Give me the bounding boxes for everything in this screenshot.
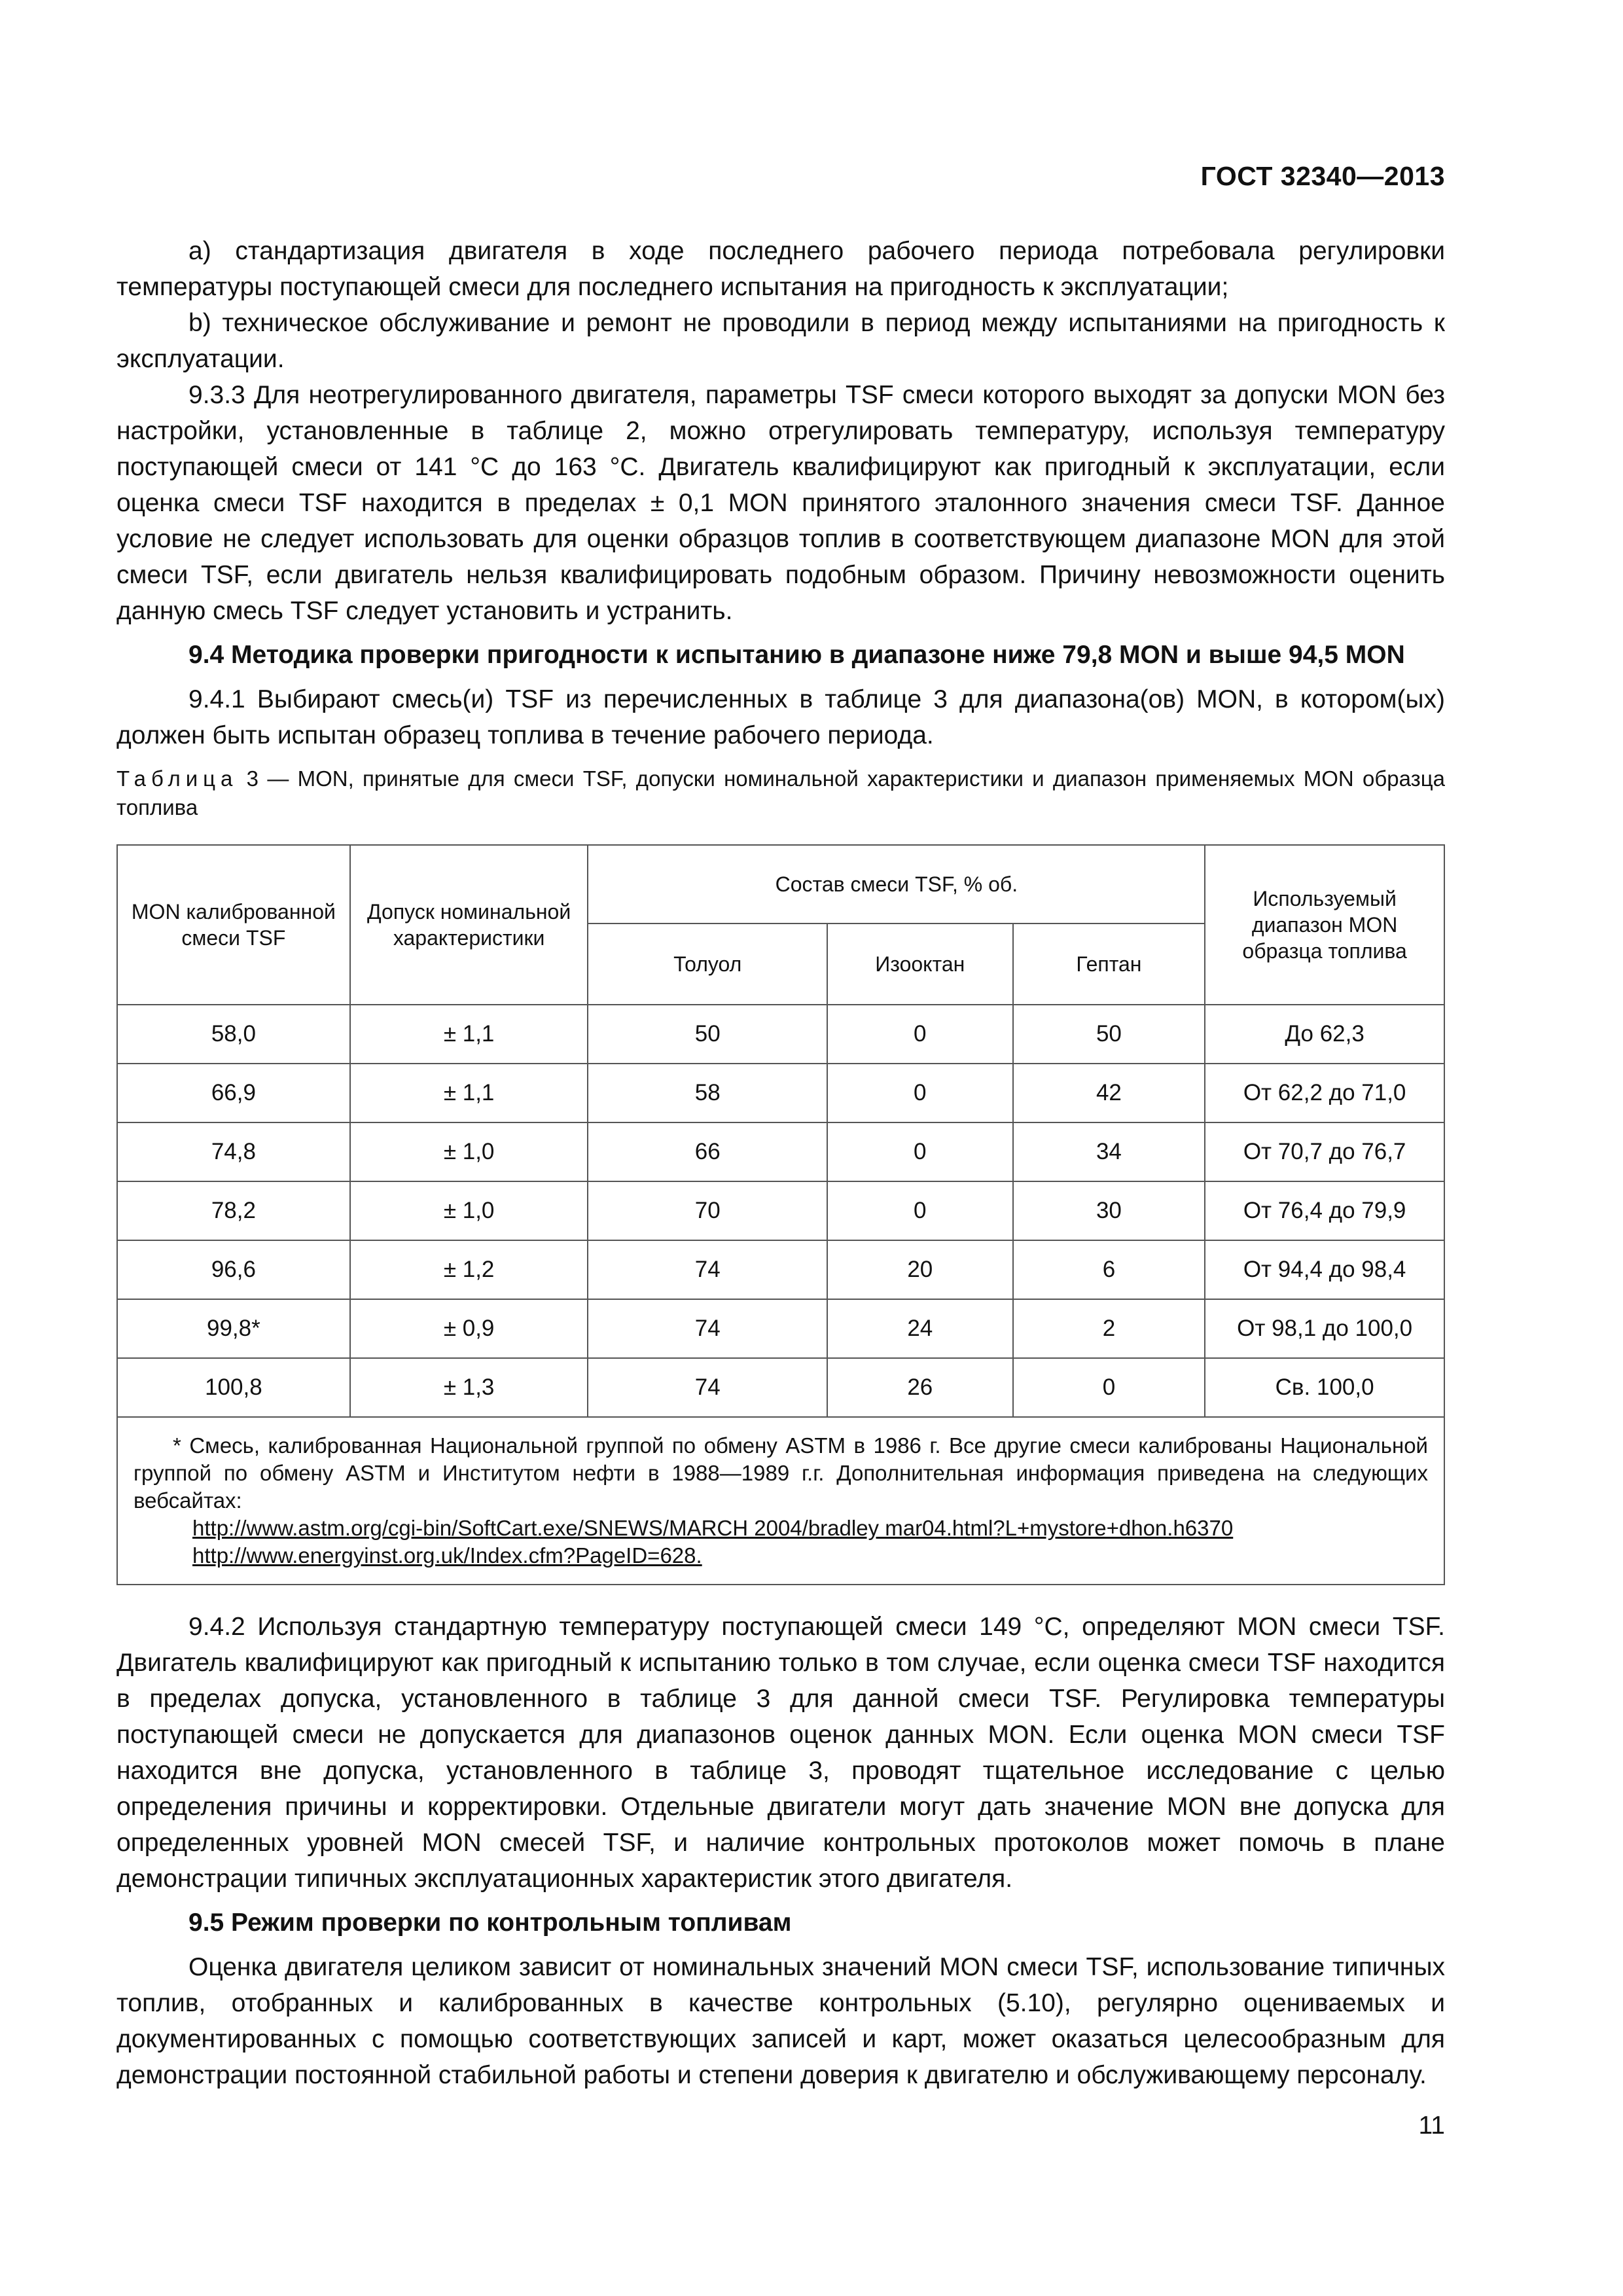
cell-tolerance: ± 1,1 xyxy=(350,1005,588,1064)
cell-tolerance: ± 1,1 xyxy=(350,1064,588,1122)
cell-heptane: 30 xyxy=(1013,1181,1205,1240)
table-row xyxy=(117,1240,1444,1299)
paragraph-9-3-3: 9.3.3 Для неотрегулированного двигателя, параметры TSF смеси которого выходят за допуски MON без настройки, установленные в таблице 2, можно отрегулировать температуру, используя температуру поступающей смеси от 141 °C до 163 °C. Двигатель квалифицируют как пригодный к эксплуатации, если оценка смеси TSF находится в пределах ± 0,1 MON принятого эталонного значения смеси TSF. Данное условие не следует использовать для оценки образцов топлив в соответствующем диапазоне MON для этой смеси TSF, если двигатель нельзя квалифицировать подобным образом. Причину невозможности оценить данную смесь TSF следует установить и устранить. xyxy=(116,381,1445,625)
cell-isooctane: 0 xyxy=(827,1122,1013,1181)
cell-toluene: 70 xyxy=(588,1181,827,1240)
table-caption-text: 3 — MON, принятые для смеси TSF, допуски номинальной характеристики и диапазон применяемых MON образца топлива xyxy=(116,766,1445,819)
cell-heptane: 42 xyxy=(1013,1064,1205,1122)
header-toluene: Толуол xyxy=(588,924,827,1005)
table-row xyxy=(117,1299,1444,1358)
body-text-top xyxy=(116,233,1445,753)
cell-toluene: 74 xyxy=(588,1358,827,1417)
cell-mon: 58,0 xyxy=(117,1005,350,1064)
cell-range: От 70,7 до 76,7 xyxy=(1205,1122,1444,1181)
cell-range: От 94,4 до 98,4 xyxy=(1205,1240,1444,1299)
table-footnote: * Смесь, калиброванная Национальной группой по обмену ASTM в 1986 г. Все другие смеси калиброваны Национальной группой по обмену ASTM и Институтом нефти в 1988—1989 г.г. Дополнительная информация приведена на следующих вебсайтах: xyxy=(134,1433,1428,1513)
page-number: 11 xyxy=(1418,2111,1445,2140)
cell-tolerance: ± 1,3 xyxy=(350,1358,588,1417)
paragraph-9-4-2: 9.4.2 Используя стандартную температуру поступающей смеси 149 °C, определяют MON смеси TSF. Двигатель квалифицируют как пригодный к испытанию только в том случае, если оценка смеси TSF находится в пределах допуска, установленного в таблице 3 для данной смеси TSF. Регулировка температуры поступающей смеси не допускается для диапазонов оценок данных MON. Если оценка MON смеси TSF находится вне допуска, установленного в таблице 3, проводят тщательное исследование с целью определения причины и корректировки. Отдельные двигатели могут дать значение MON вне допуска для определенных уровней MON смесей TSF, и наличие контрольных протоколов может помочь в плане демонстрации типичных эксплуатационных характеристик этого двигателя. xyxy=(116,1613,1445,1893)
document-id: ГОСТ 32340—2013 xyxy=(1200,161,1445,191)
cell-mon: 96,6 xyxy=(117,1240,350,1299)
cell-isooctane: 20 xyxy=(827,1240,1013,1299)
footnote-link-energyinst[interactable]: http://www.energyinst.org.uk/Index.cfm?PageID=628. xyxy=(192,1543,702,1568)
section-heading-9-5: 9.5 Режим проверки по контрольным топливам xyxy=(188,1909,792,1937)
cell-mon: 78,2 xyxy=(117,1181,350,1240)
header-composition: Состав смеси TSF, % об. xyxy=(588,845,1205,924)
table-row xyxy=(117,1122,1444,1181)
cell-heptane: 34 xyxy=(1013,1122,1205,1181)
cell-tolerance: ± 1,0 xyxy=(350,1122,588,1181)
table-caption-label: Таблица xyxy=(116,766,238,791)
header-heptane: Гептан xyxy=(1013,924,1205,1005)
cell-range: Св. 100,0 xyxy=(1205,1358,1444,1417)
document-page xyxy=(116,0,1445,2296)
cell-range: От 76,4 до 79,9 xyxy=(1205,1181,1444,1240)
table-row xyxy=(117,1358,1444,1417)
cell-mon: 66,9 xyxy=(117,1064,350,1122)
cell-mon: 100,8 xyxy=(117,1358,350,1417)
cell-isooctane: 24 xyxy=(827,1299,1013,1358)
cell-toluene: 50 xyxy=(588,1005,827,1064)
cell-heptane: 0 xyxy=(1013,1358,1205,1417)
header-tolerance: Допуск номинальной характеристики xyxy=(350,845,588,1005)
mon-table xyxy=(116,844,1445,1585)
body-text-bottom xyxy=(116,1609,1445,2093)
header-isooctane: Изооктан xyxy=(827,924,1013,1005)
paragraph-9-4-1: 9.4.1 Выбирают смесь(и) TSF из перечисленных в таблице 3 для диапазона(ов) MON, в котором(ых) должен быть испытан образец топлива в течение рабочего периода. xyxy=(116,685,1445,749)
cell-range: От 62,2 до 71,0 xyxy=(1205,1064,1444,1122)
cell-isooctane: 26 xyxy=(827,1358,1013,1417)
table-row xyxy=(117,1005,1444,1064)
cell-heptane: 50 xyxy=(1013,1005,1205,1064)
cell-mon: 74,8 xyxy=(117,1122,350,1181)
cell-isooctane: 0 xyxy=(827,1005,1013,1064)
cell-isooctane: 0 xyxy=(827,1181,1013,1240)
table-footnote-cell xyxy=(117,1417,1444,1585)
cell-isooctane: 0 xyxy=(827,1064,1013,1122)
cell-mon: 99,8* xyxy=(117,1299,350,1358)
cell-range: До 62,3 xyxy=(1205,1005,1444,1064)
header-mon-calibrated: MON калиброванной смеси TSF xyxy=(117,845,350,1005)
table-row xyxy=(117,1181,1444,1240)
section-heading-9-4: 9.4 Методика проверки пригодности к испытанию в диапазоне ниже 79,8 MON и выше 94,5 MON xyxy=(188,641,1405,669)
cell-tolerance: ± 0,9 xyxy=(350,1299,588,1358)
cell-range: От 98,1 до 100,0 xyxy=(1205,1299,1444,1358)
table-caption xyxy=(116,764,1445,822)
cell-toluene: 58 xyxy=(588,1064,827,1122)
cell-toluene: 66 xyxy=(588,1122,827,1181)
cell-tolerance: ± 1,0 xyxy=(350,1181,588,1240)
paragraph-b: b) техническое обслуживание и ремонт не проводили в период между испытаниями на пригодность к эксплуатации. xyxy=(116,309,1445,373)
cell-toluene: 74 xyxy=(588,1240,827,1299)
footnote-link-astm[interactable]: http://www.astm.org/cgi-bin/SoftCart.exe/SNEWS/MARCH 2004/bradley mar04.html?L+mystore+dhon.h6370 xyxy=(192,1516,1234,1540)
paragraph-9-5: Оценка двигателя целиком зависит от номинальных значений MON смеси TSF, использование типичных топлив, отобранных и калиброванных в качестве контрольных (5.10), регулярно оцениваемых и документированных с помощью соответствующих записей и карт, может оказаться целесообразным для демонстрации постоянной стабильной работы и степени доверия к двигателю и обслуживающему персоналу. xyxy=(116,1953,1445,2089)
cell-heptane: 2 xyxy=(1013,1299,1205,1358)
header-range: Используемый диапазон MON образца топлива xyxy=(1205,845,1444,1005)
paragraph-a: а) стандартизация двигателя в ходе последнего рабочего периода потребовала регулировки температуры поступающей смеси для последнего испытания на пригодность к эксплуатации; xyxy=(116,237,1445,301)
cell-toluene: 74 xyxy=(588,1299,827,1358)
table-row xyxy=(117,1064,1444,1122)
cell-heptane: 6 xyxy=(1013,1240,1205,1299)
cell-tolerance: ± 1,2 xyxy=(350,1240,588,1299)
